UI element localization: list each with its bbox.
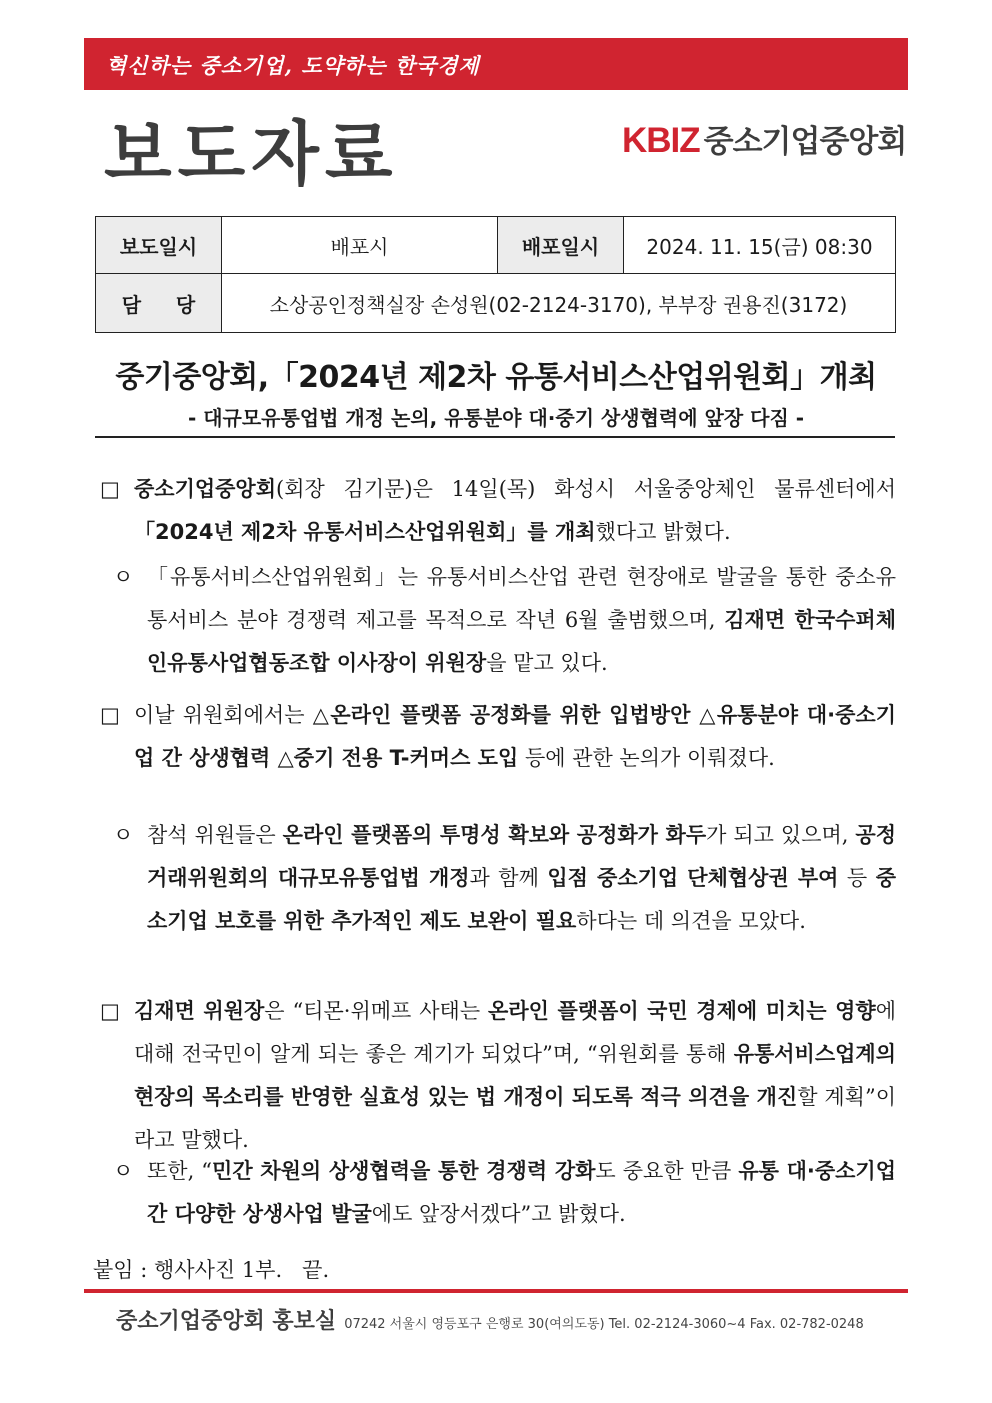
text-bold: 민간 차원의 상생협력을 통한 경쟁력 강화 [212, 1159, 596, 1183]
text-bold: 「2024년 제2차 유통서비스산업위원회」를 개최 [134, 520, 596, 544]
document-title: 보도자료 [104, 113, 399, 195]
circle-bullet: ㅇ [113, 565, 134, 589]
text: 했다고 밝혔다. [595, 520, 731, 544]
attachment-note: 붙임 : 행사사진 1부. 끝. [93, 1258, 330, 1282]
logo-org-name: 중소기업중앙회 [703, 124, 907, 160]
distrib-label: 배포일시 [498, 217, 624, 274]
text: 하다는 데 의견을 모았다. [576, 909, 806, 933]
kbiz-logo [622, 116, 906, 160]
text: (회장 김기문)은 14일(목) 화성시 서울중앙체인 물류센터에서 [276, 477, 896, 501]
text-bold: △온라인 플랫폼 공정화를 위한 입법방안 △유통분야 대·중소기업 간 상생협력 △중기 전용 T-커머스 도입 [134, 703, 896, 770]
paragraph-1 [100, 468, 896, 554]
contact-value: 소상공인정책실장 손성원(02-2124-3170), 부부장 권용진(3172) [222, 274, 896, 333]
text: 등에 관한 논의가 이뤄졌다. [518, 746, 775, 770]
footer-address: 07242 서울시 영등포구 은행로 30(여의도동) Tel. 02-2124-3060~4 Fax. 02-782-0248 [344, 1317, 864, 1332]
slogan-banner [84, 38, 908, 90]
checkbox-bullet: □ [100, 703, 120, 727]
text: 이날 위원회에서는 [134, 703, 313, 727]
text: 가 되고 있으며, [706, 823, 856, 847]
text-bold: 온라인 플랫폼의 투명성 확보와 공정화가 화두 [282, 823, 707, 847]
paragraph-2 [100, 694, 896, 780]
text-bold: 김재면 한국수퍼체인유통사업협동조합 이사장이 위원장 [147, 608, 896, 675]
paragraph-2a [113, 814, 896, 943]
paragraph-3 [100, 990, 896, 1162]
checkbox-bullet: □ [100, 477, 120, 501]
text: 할 계획”이라고 말했다. [134, 1085, 896, 1152]
header-divider [95, 436, 895, 438]
text: 을 맡고 있다. [486, 651, 608, 675]
text-bold: 김재면 위원장 [134, 999, 265, 1023]
text: 에 대해 전국민이 알게 되는 좋은 계기가 되었다”며, “위원회를 통해 [134, 999, 897, 1066]
text-bold: 중소기업중앙회 [134, 477, 277, 501]
subheadline: - 대규모유통업법 개정 논의, 유통분야 대·중기 상생협력에 앞장 다짐 - [187, 406, 805, 430]
footer-dept: 중소기업중앙회 홍보실 [116, 1309, 337, 1334]
logo-mark: KBIZ [622, 121, 700, 160]
text-bold: 중소기업 보호를 위한 추가적인 제도 보완이 필요 [147, 866, 896, 933]
text: 등 [838, 866, 876, 890]
footer-divider [84, 1289, 908, 1293]
paragraph-1a [113, 556, 896, 685]
slogan-text: 혁신하는 중소기업, 도약하는 한국경제 [106, 53, 480, 78]
release-value: 배포시 [222, 217, 498, 274]
release-label: 보도일시 [96, 217, 222, 274]
text: 은 “티몬·위메프 사태는 [264, 999, 489, 1023]
footer [116, 1304, 864, 1335]
text: 또한, “ [147, 1159, 213, 1183]
text: 에도 앞장서겠다”고 밝혔다. [371, 1202, 626, 1226]
distrib-value: 2024. 11. 15(금) 08:30 [624, 217, 896, 274]
text: 「유통서비스산업위원회」는 유통서비스산업 관련 현장애로 발굴을 통한 중소유통서비스 분야 경쟁력 제고를 목적으로 작년 6월 출범했으며, [147, 565, 896, 632]
circle-bullet: ㅇ [113, 823, 134, 847]
release-info-table [95, 216, 896, 333]
paragraph-3a [113, 1150, 896, 1236]
headline: 중기중앙회,「2024년 제2차 유통서비스산업위원회」개최 [115, 360, 877, 395]
text-bold: 유통서비스업계의 현장의 목소리를 반영한 실효성 있는 법 개정이 되도록 적극 의견을 개진 [134, 1042, 896, 1109]
contact-label: 담 당 [96, 274, 222, 333]
text-bold: 입점 중소기업 단체협상권 부여 [547, 866, 839, 890]
text-bold: 공정거래위원회의 대규모유통업법 개정 [147, 823, 896, 890]
text: 과 함께 [469, 866, 548, 890]
text: 도 중요한 만큼 [595, 1159, 739, 1183]
text-bold: 온라인 플랫폼이 국민 경제에 미치는 영향 [488, 999, 876, 1023]
checkbox-bullet: □ [100, 999, 120, 1023]
text-bold: 유통 대·중소기업 간 다양한 상생사업 발굴 [147, 1159, 896, 1226]
text: 참석 위원들은 [147, 823, 283, 847]
circle-bullet: ㅇ [113, 1159, 134, 1183]
